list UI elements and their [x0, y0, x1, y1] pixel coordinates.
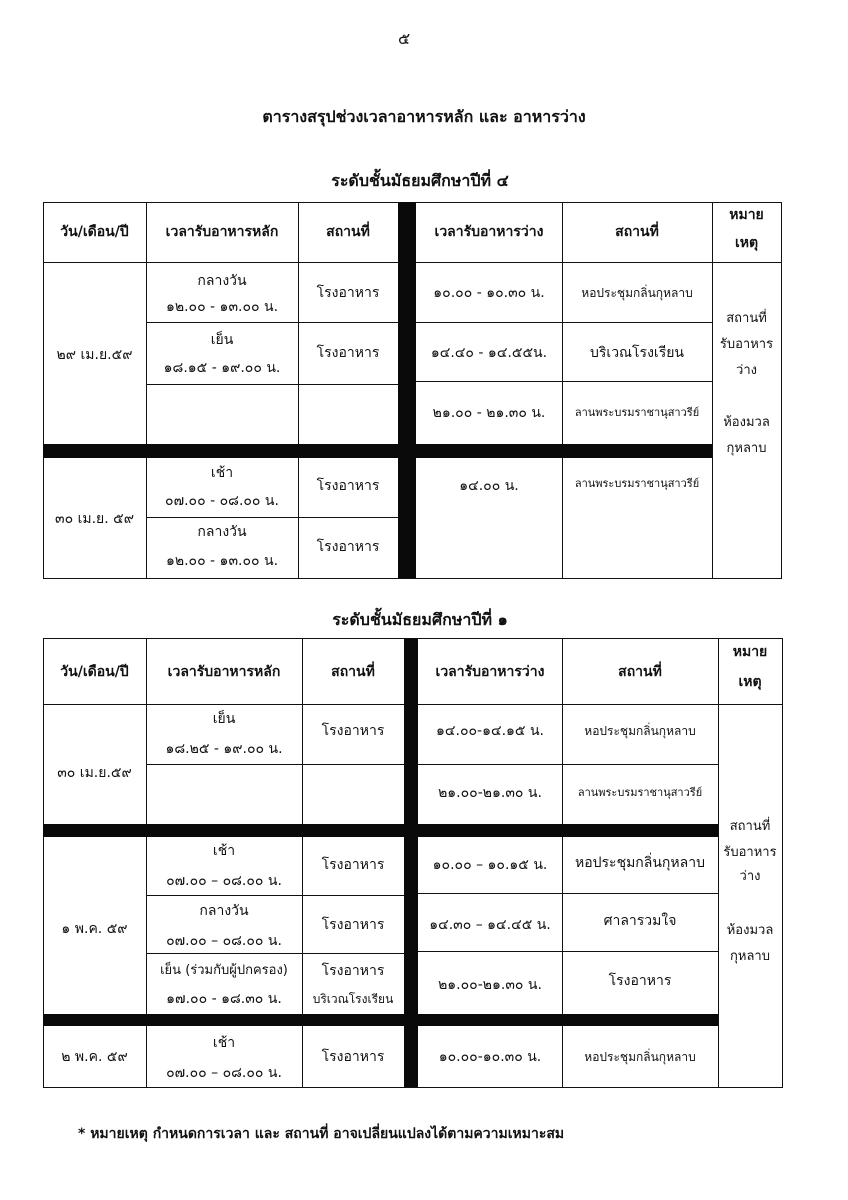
- t2-r3-snack-time: ๑๐.๐๐ – ๑๐.๑๕ น.: [432, 857, 548, 873]
- t1-r1-snack-place: หอประชุมกลิ่นกุหลาบ: [581, 286, 693, 300]
- t2-date-a: ๓๐ เม.ย.๕๙: [57, 765, 132, 781]
- t2-header-place: สถานที่: [331, 664, 375, 680]
- t2-note-3: ว่าง: [739, 869, 761, 884]
- t2-header-main-time: เวลารับอาหารหลัก: [167, 664, 281, 680]
- t2-r5-snack-time: ๒๑.๐๐-๒๑.๓๐ น.: [438, 977, 542, 993]
- t1-r1-snack-time: ๑๐.๐๐ - ๑๐.๓๐ น.: [433, 285, 545, 301]
- t2-r1-place: โรงอาหาร: [321, 723, 385, 739]
- t2-r6-place: โรงอาหาร: [321, 1049, 385, 1065]
- t2-r1-snack-place: หอประชุมกลิ่นกุหลาบ: [584, 724, 696, 738]
- t1-note-2: รับอาหาร: [719, 337, 774, 352]
- t1-r4-snack-time: ๑๔.๐๐ น.: [459, 478, 519, 494]
- t1-r1-meal-label: กลางวัน: [197, 273, 247, 289]
- t2-r5-meal-label: เย็น (ร่วมกับผู้ปกครอง): [160, 963, 288, 978]
- t2-r6-snack-time: ๑๐.๐๐-๑๐.๓๐ น.: [438, 1049, 542, 1065]
- t1-r2-snack-time: ๑๔.๔๐ - ๑๔.๕๕น.: [430, 345, 548, 361]
- t1-date-b: ๓๐ เม.ย. ๕๙: [55, 511, 134, 527]
- t1-r4-meal-time: ๐๗.๐๐ - ๐๘.๐๐ น.: [165, 493, 279, 509]
- t2-r6-snack-place: หอประชุมกลิ่นกุหลาบ: [584, 1050, 696, 1064]
- t2-r5-place-line2: บริเวณโรงเรียน: [312, 992, 394, 1006]
- t2-r1-snack-time: ๑๔.๐๐-๑๔.๑๕ น.: [436, 723, 544, 739]
- t1-r2-snack-place: บริเวณโรงเรียน: [590, 345, 684, 361]
- t1-r2-meal-time: ๑๘.๑๕ - ๑๙.๐๐ น.: [163, 360, 281, 376]
- t1-r5-place: โรงอาหาร: [316, 539, 380, 555]
- t2-r4-meal-time: ๐๗.๐๐ – ๐๘.๐๐ น.: [166, 933, 282, 949]
- t1-note-4: ห้องมวล: [723, 415, 770, 430]
- t2-r3-meal-label: เช้า: [212, 843, 236, 859]
- t1-r4-place: โรงอาหาร: [316, 478, 380, 494]
- t2-header-place2: สถานที่: [618, 664, 662, 680]
- t2-r6-meal-label: เช้า: [212, 1035, 236, 1051]
- t1-r3-snack-place: ลานพระบรมราชานุสาวรีย์: [574, 406, 700, 419]
- t2-r5-place-line1: โรงอาหาร: [321, 963, 385, 979]
- page-number: ๕: [397, 29, 411, 48]
- t2-r5-meal-time: ๑๗.๐๐ - ๑๘.๓๐ น.: [166, 991, 282, 1007]
- t2-r4-place: โรงอาหาร: [321, 917, 385, 933]
- t1-r4-meal-label: เช้า: [210, 465, 234, 481]
- t2-date-b: ๑ พ.ค. ๕๙: [61, 921, 128, 937]
- t1-header-place2: สถานที่: [615, 224, 659, 240]
- t1-r3-snack-time: ๒๑.๐๐ - ๒๑.๓๐ น.: [432, 405, 546, 421]
- t2-header-note2: เหตุ: [738, 674, 762, 690]
- t2-r3-place: โรงอาหาร: [321, 857, 385, 873]
- t2-header-note1: หมาย: [732, 644, 768, 660]
- t1-header-snack-time: เวลารับอาหารว่าง: [434, 224, 544, 240]
- t2-r4-snack-place: ศาลารวมใจ: [603, 913, 677, 929]
- t1-note-5: กุหลาบ: [726, 441, 767, 456]
- t1-r1-meal-time: ๑๒.๐๐ - ๑๓.๐๐ น.: [165, 299, 279, 315]
- t1-header-date: วัน/เดือน/ปี: [60, 224, 129, 240]
- t1-r1-place: โรงอาหาร: [316, 285, 380, 301]
- t1-header-note2: เหตุ: [734, 235, 759, 251]
- t1-r5-meal-label: กลางวัน: [197, 524, 247, 540]
- page-title: ตารางสรุปช่วงเวลาอาหารหลัก และ อาหารว่าง: [262, 107, 586, 126]
- t1-r5-meal-time: ๑๒.๐๐ - ๑๓.๐๐ น.: [165, 553, 279, 569]
- t2-r3-meal-time: ๐๗.๐๐ – ๐๘.๐๐ น.: [166, 873, 282, 889]
- t1-note-1: สถานที่: [726, 311, 767, 326]
- t2-note-2: รับอาหาร: [723, 845, 777, 860]
- t2-date-c: ๒ พ.ค. ๕๙: [61, 1049, 128, 1065]
- table1-caption: ระดับชั้นมัธยมศึกษาปีที่ ๔: [331, 171, 509, 190]
- t1-header-main-time: เวลารับอาหารหลัก: [165, 224, 279, 240]
- t1-r2-place: โรงอาหาร: [316, 345, 380, 361]
- t1-r4-snack-place: ลานพระบรมราชานุสาวรีย์: [574, 477, 700, 490]
- t1-header-place: สถานที่: [326, 224, 370, 240]
- t1-r2-meal-label: เย็น: [210, 332, 234, 348]
- t1-note-3: ว่าง: [736, 363, 757, 378]
- t2-header-snack-time: เวลารับอาหารว่าง: [435, 664, 545, 680]
- t2-r1-meal-time: ๑๘.๒๕ - ๑๙.๐๐ น.: [165, 741, 283, 757]
- t2-note-4: ห้องมวล: [726, 923, 774, 938]
- t2-r4-snack-time: ๑๔.๓๐ – ๑๔.๔๕ น.: [429, 917, 551, 933]
- t2-r6-meal-time: ๐๗.๐๐ – ๐๘.๐๐ น.: [166, 1065, 282, 1081]
- t2-r5-snack-place: โรงอาหาร: [608, 973, 672, 989]
- t2-note-5: กุหลาบ: [730, 949, 770, 964]
- t1-header-note1: หมาย: [729, 207, 764, 223]
- footnote: * หมายเหตุ กำหนดการเวลา และ สถานที่ อาจเปลี่ยนแปลงได้ตามความเหมาะสม: [78, 1126, 565, 1142]
- t2-r3-snack-place: หอประชุมกลิ่นกุหลาบ: [575, 855, 705, 871]
- t2-r2-snack-place: ลานพระบรมราชานุสาวรีย์: [577, 786, 703, 799]
- t2-header-date: วัน/เดือน/ปี: [60, 664, 129, 680]
- table2-caption: ระดับชั้นมัธยมศึกษาปีที่ ๑: [332, 610, 508, 629]
- t2-note-1: สถานที่: [729, 819, 771, 834]
- t2-r4-meal-label: กลางวัน: [199, 903, 249, 919]
- t1-date-a: ๒๙ เม.ย.๕๙: [56, 347, 133, 363]
- t2-r2-snack-time: ๒๑.๐๐-๒๑.๓๐ น.: [438, 785, 542, 801]
- t2-r1-meal-label: เย็น: [212, 711, 236, 727]
